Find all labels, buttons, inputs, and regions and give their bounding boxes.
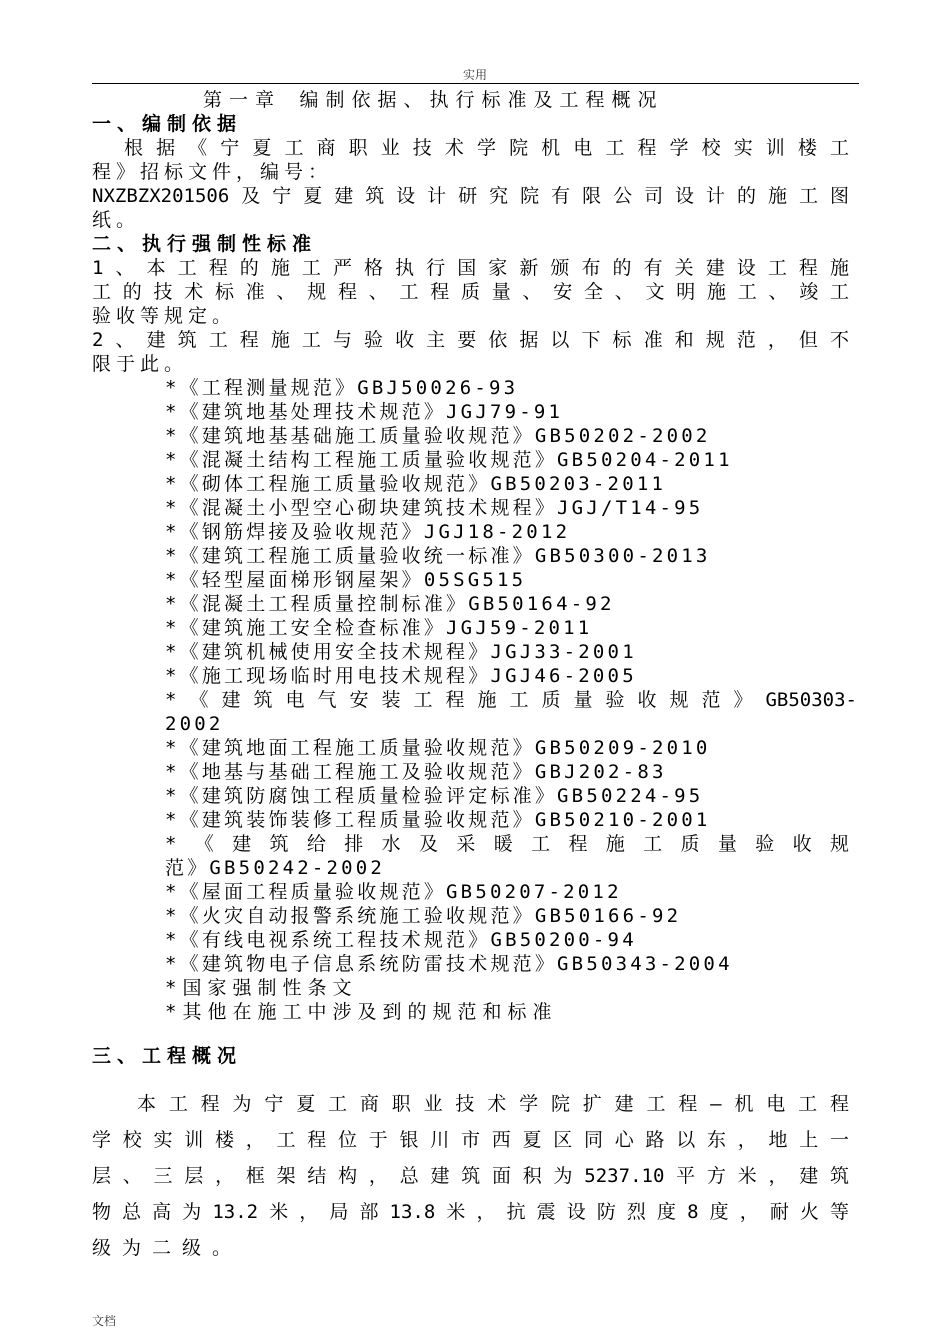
section3-heading: 三、工程概况 — [92, 1045, 243, 1067]
standard-item: *《建筑机械使用安全技术规程》JGJ33-2001 — [165, 641, 637, 663]
standard-item: *《轻型屋面梯形钢屋架》05SG515 — [165, 569, 527, 591]
standard-item-continued: 范》GB50242-2002 — [165, 857, 386, 879]
standard-item: *《钢筋焊接及验收规范》JGJ18-2012 — [165, 521, 571, 543]
section2-line: 2、建筑工程施工与验收主要依据以下标准和规范，但不 — [92, 329, 849, 351]
standard-item: *国家强制性条文 — [165, 977, 358, 999]
standard-item: *《建筑地基处理技术规范》JGJ79-91 — [165, 401, 564, 423]
section3-line: 学校实训楼，工程位于银川市西夏区同心路以东，地上一 — [92, 1129, 849, 1151]
section1-heading: 一、编制依据 — [92, 113, 243, 135]
section1-line: 根据《宁夏工商职业技术学院机电工程学校实训楼工 — [124, 137, 849, 159]
standard-item: *《地基与基础工程施工及验收规范》GBJ202-83 — [165, 761, 667, 783]
standard-item: *《建筑工程施工质量验收统一标准》GB50300-2013 — [165, 545, 711, 567]
section1-line: NXZBZX201506及宁夏建筑设计研究院有限公司设计的施工图 — [92, 185, 849, 207]
standard-item: *《建筑给排水及采暖工程施工质量验收规 — [165, 833, 849, 855]
section3-line: 本工程为宁夏工商职业技术学院扩建工程—机电工程 — [137, 1093, 849, 1115]
section1-line: 纸。 — [92, 209, 141, 231]
standard-item: *《砌体工程施工质量验收规范》GB50203-2011 — [165, 473, 667, 495]
section2-line: 工的技术标准、规程、工程质量、安全、文明施工、竣工 — [92, 281, 849, 303]
standard-item: *《建筑物电子信息系统防雷技术规范》GB50343-2004 — [165, 953, 733, 975]
standard-item: *《施工现场临时用电技术规程》JGJ46-2005 — [165, 665, 637, 687]
standard-item: *《建筑电气安装工程施工质量验收规范》GB50303- — [165, 689, 857, 711]
section2-line: 验收等规定。 — [92, 305, 237, 327]
chapter-title: 第一章 编制依据、执行标准及工程概况 — [203, 89, 664, 111]
section2-line: 限于此。 — [92, 353, 189, 375]
section1-line: 程》招标文件，编号： — [92, 161, 333, 183]
standard-item: *其他在施工中涉及到的规范和标准 — [165, 1001, 558, 1023]
header-rule — [92, 83, 859, 84]
section2-heading: 二、执行强制性标准 — [92, 233, 318, 255]
section3-line: 物总高为13.2米，局部13.8米，抗震设防烈度8度，耐火等 — [92, 1201, 849, 1223]
standard-item: *《屋面工程质量验收规范》GB50207-2012 — [165, 881, 622, 903]
standard-item-continued: 2002 — [165, 713, 224, 735]
standard-item: *《混凝土工程质量控制标准》GB50164-92 — [165, 593, 615, 615]
standard-item: *《混凝土小型空心砌块建筑技术规程》JGJ/T14-95 — [165, 497, 704, 519]
section2-line: 1、本工程的施工严格执行国家新颁布的有关建设工程施 — [92, 257, 849, 279]
standard-item: *《建筑地基基础施工质量验收规范》GB50202-2002 — [165, 425, 711, 447]
standard-item: *《建筑施工安全检查标准》JGJ59-2011 — [165, 617, 593, 639]
standard-item: *《工程测量规范》GBJ50026-93 — [165, 377, 519, 399]
standard-item: *《火灾自动报警系统施工验收规范》GB50166-92 — [165, 905, 682, 927]
page-footer: 文档 — [92, 1314, 117, 1328]
page-header: 实用 — [462, 68, 487, 82]
standard-item: *《有线电视系统工程技术规范》GB50200-94 — [165, 929, 637, 951]
standard-item: *《建筑地面工程施工质量验收规范》GB50209-2010 — [165, 737, 711, 759]
standard-item: *《建筑防腐蚀工程质量检验评定标准》GB50224-95 — [165, 785, 704, 807]
section3-line: 层、三层，框架结构，总建筑面积为5237.10平方米，建筑 — [92, 1165, 849, 1187]
section3-line: 级为二级。 — [92, 1237, 243, 1259]
standard-item: *《混凝土结构工程施工质量验收规范》GB50204-2011 — [165, 449, 733, 471]
standard-item: *《建筑装饰装修工程质量验收规范》GB50210-2001 — [165, 809, 711, 831]
